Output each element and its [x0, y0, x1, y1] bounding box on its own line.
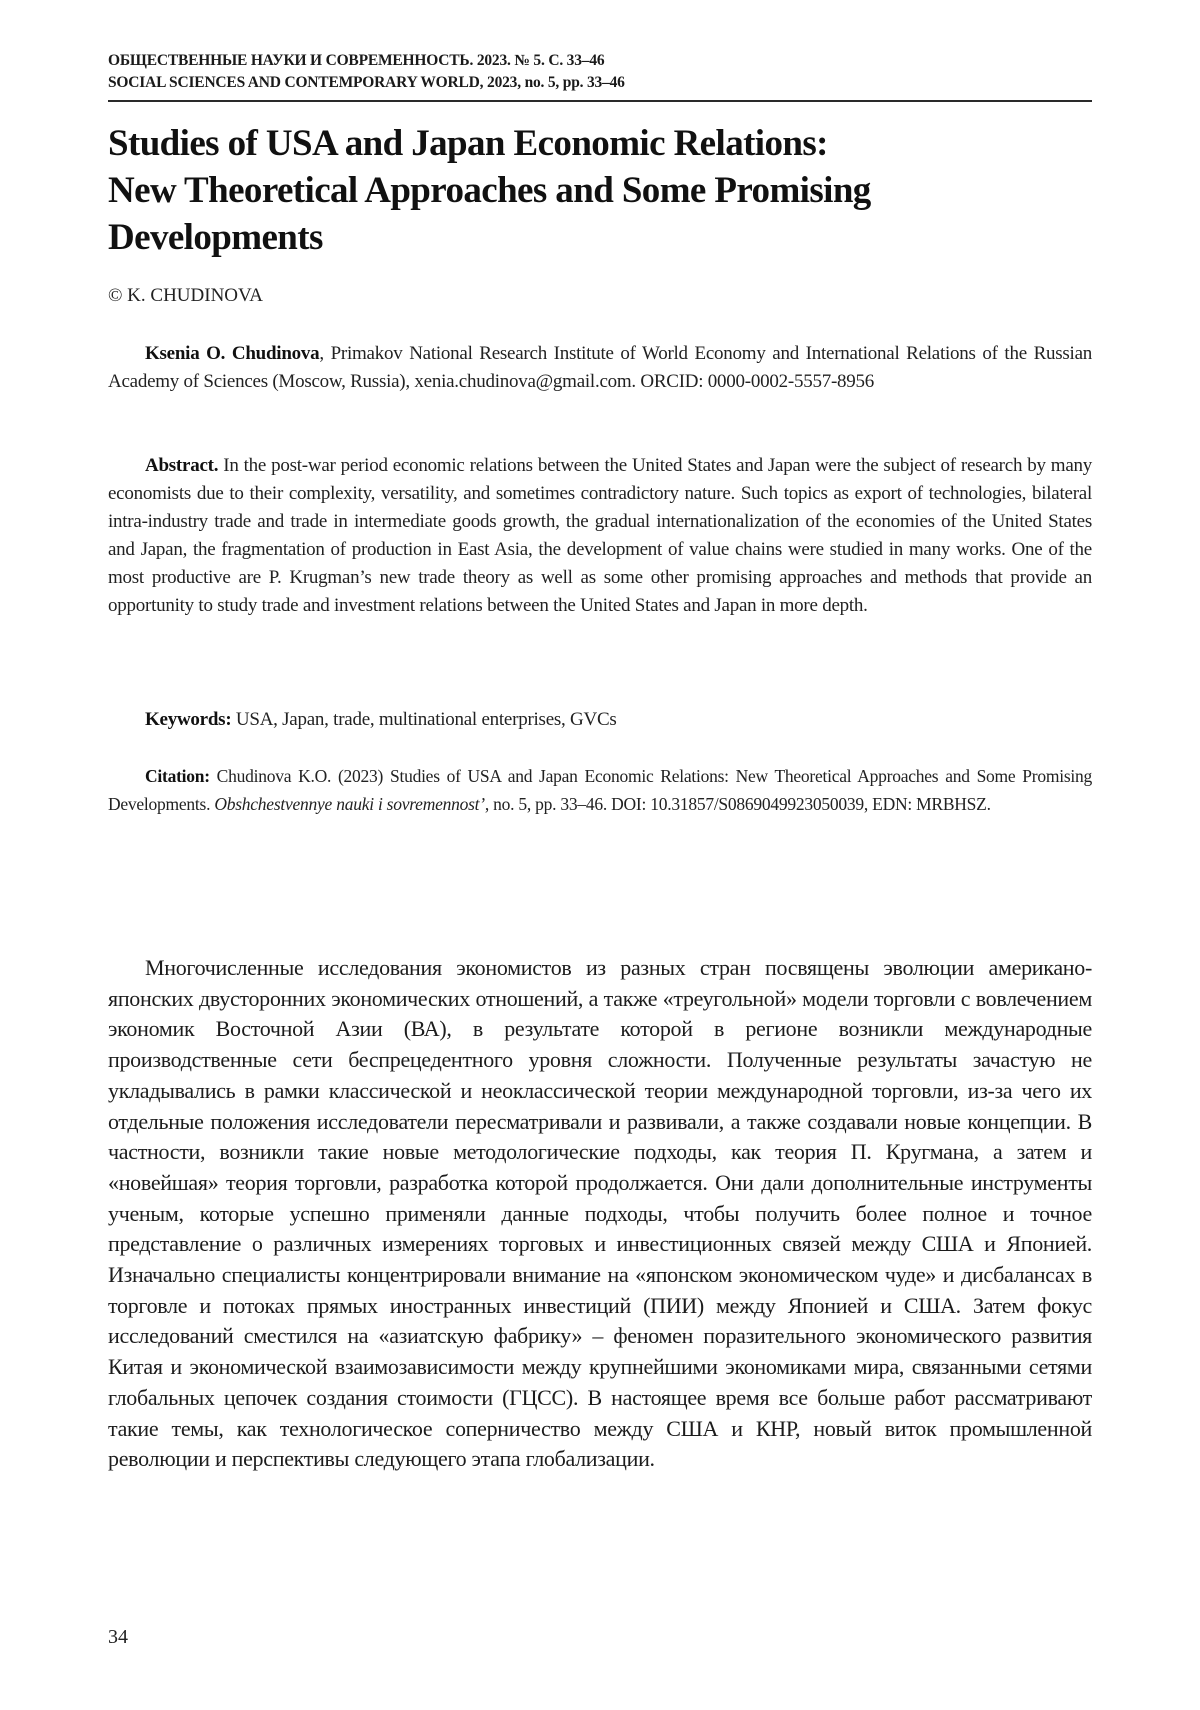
keywords-label: Keywords: [145, 709, 232, 730]
article-title-line: Studies of USA and Japan Economic Relations: [108, 123, 828, 164]
running-head [108, 50, 1092, 94]
citation-journal: Obshchestvennye nauki i sovremennost’ [214, 794, 485, 814]
citation-details: , no. 5, pp. 33–46. DOI: 10.31857/S0869049923050039, EDN: MRBHSZ. [484, 794, 991, 814]
article-title-line: Developments [108, 217, 323, 258]
keywords-text: USA, Japan, trade, multinational enterprises, GVCs [231, 709, 617, 730]
article-title [108, 120, 1092, 261]
abstract-text: In the post-war period economic relations between the United States and Japan were the subject of research by many economists due to their complexity, versatility, and sometimes contradictory nature. Such topics as export of technologies, bilateral intra-industry trade and trade in intermediate goods growth, the gradual internationalization of the economies of the United States and Japan, the fragmentation of production in East Asia, the development of value chains were studied in many works. One of the most productive are P. Krugman’s new trade theory as well as some other promising approaches and methods that provide an opportunity to study trade and investment relations between the United States and Japan in more depth. [108, 455, 1092, 616]
citation-label: Citation: [145, 766, 210, 786]
citation [108, 762, 1092, 818]
author-name: Ksenia O. Chudinova [145, 343, 320, 364]
abstract [108, 452, 1092, 620]
running-head-english: SOCIAL SCIENCES AND CONTEMPORARY WORLD, 2023, no. 5, pp. 33–46 [108, 74, 625, 91]
copyright-author: © K. CHUDINOVA [108, 285, 264, 306]
page-number: 34 [108, 1626, 128, 1648]
author-affiliation: , Primakov National Research Institute of World Economy and International Relations of the Russian Academy of Sciences (Moscow, Russia), xenia.chudinova@gmail.com. ORCID: 0000-0002-5557-8956 [108, 343, 1093, 392]
author-info [108, 340, 1092, 396]
article-title-line: New Theoretical Approaches and Some Promising [108, 170, 871, 211]
citation-text: Chudinova K.O. (2023) Studies of USA and Japan Economic Relations: New Theoretical Approaches and Some Promising Developments. [108, 766, 1092, 814]
keywords [108, 706, 1092, 734]
running-head-russian: ОБЩЕСТВЕННЫЕ НАУКИ И СОВРЕМЕННОСТЬ. 2023. № 5. С. 33–46 [108, 52, 605, 69]
body-paragraph: Многочисленные исследования экономистов из разных стран посвящены эволюции американо-японских двусторонних экономических отношений, а также «треугольной» модели торговли с вовлечением экономик Восточной Азии (ВА), в результате которой в регионе возникли международные производственные сети беспрецедентного уровня сложности. Полученные результаты зачастую не укладывались в рамки классической и неоклассической теории международной торговли, из-за чего их отдельные положения исследователи пересматривали и развивали, а также создавали новые концепции. В частности, возникли такие новые методологические подходы, как теория П. Кругмана, а затем и «новейшая» теория торговли, разработка которой продолжается. Они дали дополнительные инструменты ученым, которые успешно применяли данные подходы, чтобы получить более полное и точное представление о различных измерениях торговых и инвестиционных связей между США и Японией. Изначально специалисты концентрировали внимание на «японском экономическом чуде» и дисбалансах в торговле и потоках прямых иностранных инвестиций (ПИИ) между Японией и США. Затем фокус исследований сместился на «азиатскую фабрику» – феномен поразительного экономического развития Китая и экономической взаимозависимости между крупнейшими экономиками мира, связанными сетями глобальных цепочек создания стоимости (ГЦСС). В настоящее время все больше работ рассматривают такие темы, как технологическое соперничество между США и КНР, новый виток промышленной революции и перспективы следующего этапа глобализации. [108, 955, 1092, 1472]
header-rule-divider [108, 100, 1092, 102]
abstract-label: Abstract. [145, 455, 219, 476]
